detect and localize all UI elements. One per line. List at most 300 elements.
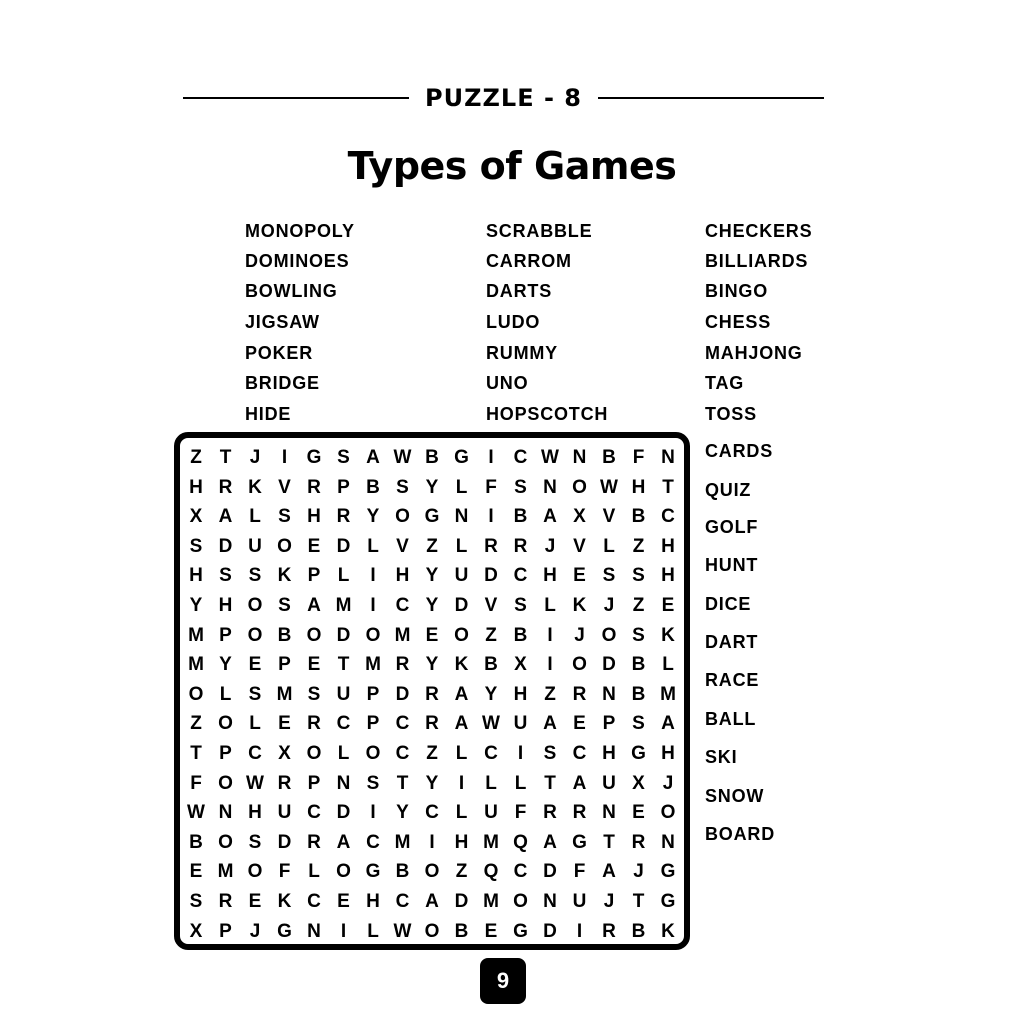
grid-letter[interactable]: Z xyxy=(426,535,438,557)
grid-letter[interactable]: B xyxy=(395,861,410,883)
word-list-item: CARROM xyxy=(486,251,572,271)
grid-letter[interactable]: H xyxy=(189,476,203,498)
grid-letter[interactable]: B xyxy=(631,920,646,942)
grid-letter[interactable]: K xyxy=(248,476,262,498)
grid-letter[interactable]: O xyxy=(306,743,322,764)
grid-letter[interactable]: M xyxy=(483,891,499,912)
grid-letter[interactable]: N xyxy=(661,831,675,853)
grid-letter[interactable]: M xyxy=(188,624,204,646)
grid-letter[interactable]: K xyxy=(572,595,587,616)
grid-letter[interactable]: Y xyxy=(425,772,439,794)
grid-letter[interactable]: P xyxy=(219,920,232,942)
grid-letter[interactable]: A xyxy=(425,891,439,912)
grid-letter[interactable]: S xyxy=(366,772,380,794)
grid-letter[interactable]: A xyxy=(572,772,587,794)
grid-letter[interactable]: C xyxy=(307,802,321,824)
word-list-item: CARDS xyxy=(705,441,774,461)
grid-letter[interactable]: U xyxy=(602,772,616,794)
grid-letter[interactable]: D xyxy=(543,920,557,942)
grid-letter[interactable]: Y xyxy=(425,565,439,587)
grid-letter[interactable]: H xyxy=(248,802,262,824)
grid-letter[interactable]: L xyxy=(249,713,261,735)
grid-letter[interactable]: S xyxy=(514,595,527,616)
grid-letter[interactable]: N xyxy=(454,506,469,528)
grid-letter[interactable]: M xyxy=(217,861,234,883)
grid-letter[interactable]: R xyxy=(336,506,351,528)
grid-letter[interactable]: N xyxy=(602,683,616,705)
grid-letter[interactable]: L xyxy=(308,861,320,883)
grid-letter[interactable]: B xyxy=(366,476,380,498)
grid-letter[interactable]: C xyxy=(572,743,587,764)
grid-letter[interactable]: I xyxy=(458,772,465,794)
grid-letter[interactable]: F xyxy=(632,447,645,468)
grid-letter[interactable]: N xyxy=(543,891,557,912)
grid-letter[interactable]: O xyxy=(218,713,233,735)
grid-letter[interactable]: B xyxy=(631,654,646,676)
grid-letter[interactable]: N xyxy=(336,772,351,794)
grid-letter[interactable]: D xyxy=(395,683,410,705)
grid-letter[interactable]: U xyxy=(277,802,292,824)
grid-letter[interactable]: M xyxy=(365,654,381,676)
grid-letter[interactable]: D xyxy=(543,861,557,883)
grid-letter[interactable]: E xyxy=(248,891,262,912)
grid-letter[interactable]: O xyxy=(365,743,381,764)
grid-letter[interactable]: C xyxy=(395,743,410,764)
grid-letter[interactable]: H xyxy=(307,506,321,528)
grid-letter[interactable]: O xyxy=(218,772,233,794)
grid-letter[interactable]: L xyxy=(249,506,261,528)
grid-letter[interactable]: S xyxy=(632,565,645,587)
grid-letter[interactable]: G xyxy=(306,447,322,468)
grid-letter[interactable]: C xyxy=(248,743,262,764)
grid-letter[interactable]: G xyxy=(631,743,646,764)
header-rule-right xyxy=(598,97,824,99)
grid-letter[interactable]: U xyxy=(454,565,469,587)
grid-letter[interactable]: E xyxy=(425,624,439,646)
grid-letter[interactable]: I xyxy=(429,831,435,853)
grid-letter[interactable]: O xyxy=(218,831,233,853)
grid-letter[interactable]: S xyxy=(278,595,291,616)
grid-letter[interactable]: E xyxy=(307,535,321,557)
grid-letter[interactable]: H xyxy=(189,565,203,587)
grid-letter[interactable]: H xyxy=(631,476,646,498)
grid-letter[interactable]: S xyxy=(248,683,262,705)
grid-letter[interactable]: K xyxy=(454,654,469,676)
grid-letter[interactable]: Z xyxy=(485,624,497,646)
grid-letter[interactable]: U xyxy=(572,891,587,912)
grid-letter[interactable]: I xyxy=(488,506,494,528)
grid-letter[interactable]: X xyxy=(278,743,291,764)
grid-letter[interactable]: O xyxy=(395,506,410,528)
grid-letter[interactable]: W xyxy=(393,447,412,468)
grid-letter[interactable]: L xyxy=(337,743,350,764)
grid-letter[interactable]: L xyxy=(544,595,556,616)
grid-letter[interactable]: G xyxy=(660,891,676,912)
grid-letter[interactable]: T xyxy=(396,772,409,794)
grid-letter[interactable]: C xyxy=(366,831,380,853)
grid-letter[interactable]: L xyxy=(367,535,379,557)
grid-letter[interactable]: M xyxy=(483,831,499,853)
grid-letter[interactable]: D xyxy=(484,565,498,587)
grid-letter[interactable]: I xyxy=(370,565,376,587)
grid-letter[interactable]: D xyxy=(454,595,469,616)
grid-letter[interactable]: R xyxy=(307,476,321,498)
grid-letter[interactable]: S xyxy=(632,713,645,735)
grid-letter[interactable]: J xyxy=(633,861,644,883)
grid-letter[interactable]: P xyxy=(366,683,380,705)
word-list-item: DARTS xyxy=(486,281,552,301)
grid-letter[interactable]: M xyxy=(660,683,676,705)
grid-letter[interactable]: G xyxy=(365,861,381,883)
grid-letter[interactable]: V xyxy=(396,535,409,557)
word-list-item: BRIDGE xyxy=(245,373,320,393)
grid-letter[interactable]: Z xyxy=(544,683,556,705)
grid-letter[interactable]: E xyxy=(632,802,645,824)
grid-letter[interactable]: S xyxy=(219,565,232,587)
grid-letter[interactable]: S xyxy=(189,891,203,912)
grid-letter[interactable]: K xyxy=(277,565,292,587)
grid-letter[interactable]: C xyxy=(513,565,528,587)
grid-letter[interactable]: D xyxy=(336,802,351,824)
grid-letter[interactable]: M xyxy=(276,683,293,705)
grid-letter[interactable]: Q xyxy=(483,861,499,883)
grid-letter[interactable]: F xyxy=(485,476,497,498)
grid-letter[interactable]: C xyxy=(513,861,528,883)
grid-letter[interactable]: P xyxy=(307,565,321,587)
grid-letter[interactable]: O xyxy=(572,476,587,498)
grid-letter[interactable]: R xyxy=(277,772,292,794)
grid-letter[interactable]: C xyxy=(484,743,498,764)
grid-letter[interactable]: H xyxy=(602,743,616,764)
grid-letter[interactable]: M xyxy=(394,624,411,646)
grid-letter[interactable]: A xyxy=(366,447,380,468)
grid-letter[interactable]: H xyxy=(513,683,528,705)
grid-letter[interactable]: W xyxy=(246,772,264,794)
word-list-item: TAG xyxy=(705,373,745,393)
grid-letter[interactable]: O xyxy=(336,861,351,883)
grid-letter[interactable]: N xyxy=(602,802,616,824)
grid-letter[interactable]: G xyxy=(424,506,440,528)
grid-letter[interactable]: D xyxy=(454,891,469,912)
grid-letter[interactable]: R xyxy=(631,831,646,853)
grid-letter[interactable]: J xyxy=(603,595,615,616)
grid-letter[interactable]: A xyxy=(543,831,557,853)
grid-letter[interactable]: L xyxy=(485,772,497,794)
grid-letter[interactable]: P xyxy=(278,654,291,676)
grid-letter[interactable]: R xyxy=(218,476,233,498)
grid-letter[interactable]: P xyxy=(337,476,350,498)
grid-letter[interactable]: R xyxy=(425,713,439,735)
word-list-item: BOARD xyxy=(705,824,775,844)
grid-letter[interactable]: B xyxy=(277,624,292,646)
grid-letter[interactable]: F xyxy=(514,802,527,824)
grid-letter[interactable]: L xyxy=(455,743,468,764)
grid-letter[interactable]: O xyxy=(188,683,204,705)
grid-letter[interactable]: E xyxy=(337,891,350,912)
grid-letter[interactable]: B xyxy=(631,683,646,705)
grid-letter[interactable]: N xyxy=(543,476,557,498)
grid-letter[interactable]: J xyxy=(544,535,556,557)
grid-letter[interactable]: L xyxy=(455,802,468,824)
grid-letter[interactable]: O xyxy=(247,861,263,883)
grid-letter[interactable]: H xyxy=(366,891,380,912)
grid-letter[interactable]: S xyxy=(602,565,616,587)
grid-letter[interactable]: N xyxy=(218,802,233,824)
grid-letter[interactable]: I xyxy=(370,595,376,616)
grid-letter[interactable]: D xyxy=(602,654,616,676)
grid-letter[interactable]: C xyxy=(336,713,351,735)
grid-letter[interactable]: M xyxy=(335,595,352,616)
grid-letter[interactable]: T xyxy=(632,891,645,912)
grid-letter[interactable]: T xyxy=(662,476,674,498)
grid-letter[interactable]: B xyxy=(189,831,203,853)
grid-letter[interactable]: H xyxy=(661,535,675,557)
grid-letter[interactable]: R xyxy=(572,802,587,824)
grid-letter[interactable]: I xyxy=(576,920,583,942)
grid-letter[interactable]: B xyxy=(425,447,439,468)
grid-letter[interactable]: S xyxy=(278,506,291,528)
grid-letter[interactable]: L xyxy=(367,920,379,942)
grid-letter[interactable]: T xyxy=(544,772,556,794)
grid-letter[interactable]: A xyxy=(307,595,321,616)
grid-letter[interactable]: A xyxy=(336,831,351,853)
grid-letter[interactable]: R xyxy=(602,920,616,942)
grid-letter[interactable]: M xyxy=(394,831,411,853)
grid-letter[interactable]: I xyxy=(370,802,376,824)
grid-letter[interactable]: B xyxy=(454,920,469,942)
grid-letter[interactable]: C xyxy=(425,802,439,824)
grid-letter[interactable]: C xyxy=(395,713,410,735)
grid-letter[interactable]: G xyxy=(572,831,587,853)
grid-letter[interactable]: H xyxy=(395,565,410,587)
grid-letter[interactable]: U xyxy=(248,535,262,557)
grid-letter[interactable]: J xyxy=(574,624,585,646)
grid-letter[interactable]: S xyxy=(307,683,321,705)
grid-letter[interactable]: C xyxy=(661,506,675,528)
grid-letter[interactable]: O xyxy=(454,624,469,646)
grid-letter[interactable]: V xyxy=(573,535,586,557)
grid-letter[interactable]: D xyxy=(218,535,233,557)
grid-letter[interactable]: B xyxy=(513,624,528,646)
grid-letter[interactable]: H xyxy=(218,595,233,616)
grid-letter[interactable]: I xyxy=(517,743,524,764)
grid-letter[interactable]: A xyxy=(454,713,469,735)
grid-letter[interactable]: L xyxy=(662,654,674,676)
grid-letter[interactable]: J xyxy=(603,891,615,912)
grid-letter[interactable]: G xyxy=(660,861,676,883)
grid-letter[interactable]: O xyxy=(572,654,587,676)
grid-letter[interactable]: Y xyxy=(484,683,498,705)
grid-letter[interactable]: K xyxy=(661,624,675,646)
grid-letter[interactable]: Z xyxy=(190,447,202,468)
grid-letter[interactable]: D xyxy=(336,535,351,557)
grid-letter[interactable]: K xyxy=(277,891,292,912)
grid-letter[interactable]: I xyxy=(340,920,347,942)
grid-letter[interactable]: Z xyxy=(632,595,645,616)
grid-letter[interactable]: Z xyxy=(190,713,202,735)
grid-letter[interactable]: U xyxy=(513,713,528,735)
grid-letter[interactable]: H xyxy=(543,565,557,587)
grid-letter[interactable]: Z xyxy=(632,535,645,557)
grid-letter[interactable]: P xyxy=(219,624,232,646)
grid-letter[interactable]: C xyxy=(395,595,410,616)
grid-letter[interactable]: F xyxy=(573,861,586,883)
grid-letter[interactable]: I xyxy=(281,447,288,468)
grid-letter[interactable]: R xyxy=(543,802,557,824)
grid-letter[interactable]: O xyxy=(247,595,263,616)
grid-letter[interactable]: L xyxy=(455,476,468,498)
grid-letter[interactable]: L xyxy=(455,535,468,557)
grid-letter[interactable]: E xyxy=(278,713,291,735)
grid-letter[interactable]: B xyxy=(513,506,528,528)
grid-letter[interactable]: O xyxy=(365,624,381,646)
grid-letter[interactable]: D xyxy=(336,624,351,646)
grid-letter[interactable]: A xyxy=(602,861,616,883)
grid-letter[interactable]: I xyxy=(547,654,553,676)
grid-letter[interactable]: Q xyxy=(513,831,528,853)
grid-letter[interactable]: I xyxy=(547,624,553,646)
grid-letter[interactable]: C xyxy=(513,447,528,468)
grid-letter[interactable]: S xyxy=(632,624,645,646)
grid-letter[interactable]: L xyxy=(219,683,232,705)
grid-letter[interactable]: H xyxy=(454,831,469,853)
grid-letter[interactable]: E xyxy=(484,920,498,942)
grid-letter[interactable]: E xyxy=(573,713,586,735)
grid-letter[interactable]: M xyxy=(188,654,204,676)
grid-letter[interactable]: L xyxy=(337,565,350,587)
grid-letter[interactable]: Y xyxy=(189,595,203,616)
grid-letter[interactable]: Y xyxy=(219,654,232,676)
grid-letter[interactable]: B xyxy=(602,447,616,468)
grid-letter[interactable]: U xyxy=(336,683,351,705)
grid-letter[interactable]: I xyxy=(488,447,494,468)
grid-letter[interactable]: O xyxy=(277,535,292,557)
grid-letter[interactable]: T xyxy=(190,743,202,764)
grid-letter[interactable]: E xyxy=(573,565,586,587)
grid-letter[interactable]: K xyxy=(661,920,675,942)
grid-letter[interactable]: G xyxy=(513,920,528,942)
grid-letter[interactable]: Y xyxy=(396,802,409,824)
grid-letter[interactable]: R xyxy=(572,683,587,705)
grid-letter[interactable]: E xyxy=(307,654,321,676)
grid-letter[interactable]: C xyxy=(395,891,410,912)
grid-letter[interactable]: H xyxy=(661,743,675,764)
grid-letter[interactable]: O xyxy=(424,920,440,942)
grid-letter[interactable]: D xyxy=(277,831,292,853)
grid-letter[interactable]: G xyxy=(454,447,469,468)
grid-letter[interactable]: B xyxy=(484,654,498,676)
grid-letter[interactable]: O xyxy=(424,861,440,883)
grid-letter[interactable]: X xyxy=(632,772,645,794)
grid-letter[interactable]: O xyxy=(660,802,676,824)
grid-letter[interactable]: S xyxy=(543,743,557,764)
grid-letter[interactable]: P xyxy=(602,713,616,735)
grid-letter[interactable]: W xyxy=(187,802,205,824)
grid-letter[interactable]: R xyxy=(395,654,410,676)
grid-letter[interactable]: S xyxy=(248,565,262,587)
grid-letter[interactable]: W xyxy=(600,476,618,498)
grid-letter[interactable]: S xyxy=(337,447,350,468)
grid-letter[interactable]: W xyxy=(482,713,500,735)
grid-letter[interactable]: A xyxy=(543,506,557,528)
grid-letter[interactable]: L xyxy=(603,535,615,557)
grid-letter[interactable]: S xyxy=(248,831,262,853)
grid-letter[interactable]: X xyxy=(189,506,203,528)
grid-letter[interactable]: W xyxy=(541,447,559,468)
grid-letter[interactable]: A xyxy=(454,683,469,705)
grid-letter[interactable]: Y xyxy=(425,595,439,616)
grid-letter[interactable]: N xyxy=(307,920,321,942)
grid-letter[interactable]: W xyxy=(393,920,412,942)
grid-letter[interactable]: H xyxy=(661,565,675,587)
grid-letter[interactable]: R xyxy=(484,535,498,557)
grid-letter[interactable]: F xyxy=(278,861,291,883)
grid-letter[interactable]: V xyxy=(484,595,498,616)
grid-letter[interactable]: T xyxy=(337,654,350,676)
grid-letter[interactable]: C xyxy=(307,891,321,912)
grid-letter[interactable]: R xyxy=(513,535,528,557)
grid-letter[interactable]: U xyxy=(484,802,498,824)
grid-letter[interactable]: E xyxy=(661,595,675,616)
grid-letter[interactable]: R xyxy=(425,683,439,705)
grid-letter[interactable]: V xyxy=(602,506,616,528)
grid-letter[interactable]: N xyxy=(572,447,587,468)
grid-letter[interactable]: J xyxy=(662,772,674,794)
grid-letter[interactable]: X xyxy=(514,654,527,676)
grid-letter[interactable]: R xyxy=(307,713,321,735)
grid-letter[interactable]: N xyxy=(661,447,675,468)
grid-letter[interactable]: J xyxy=(249,920,261,942)
grid-letter[interactable]: O xyxy=(513,891,528,912)
grid-letter[interactable]: E xyxy=(189,861,203,883)
grid-letter[interactable]: F xyxy=(190,772,202,794)
grid-letter[interactable]: O xyxy=(306,624,322,646)
grid-letter[interactable]: E xyxy=(248,654,262,676)
grid-letter[interactable]: A xyxy=(661,713,675,735)
grid-letter[interactable]: P xyxy=(219,743,232,764)
grid-letter[interactable]: Y xyxy=(366,506,380,528)
grid-letter[interactable]: O xyxy=(247,624,263,646)
grid-letter[interactable]: R xyxy=(307,831,321,853)
grid-letter[interactable]: Z xyxy=(455,861,468,883)
grid-letter[interactable]: T xyxy=(603,831,615,853)
grid-letter[interactable]: O xyxy=(601,624,617,646)
page-number-badge: 9 xyxy=(480,958,526,1004)
grid-letter[interactable]: B xyxy=(631,506,646,528)
grid-letter[interactable]: X xyxy=(573,506,586,528)
grid-letter[interactable]: S xyxy=(514,476,527,498)
grid-letter[interactable]: V xyxy=(278,476,291,498)
grid-letter[interactable]: G xyxy=(277,920,292,942)
grid-letter[interactable]: A xyxy=(543,713,557,735)
word-list-item: POKER xyxy=(245,343,314,363)
grid-letter[interactable]: P xyxy=(366,713,380,735)
grid-letter[interactable]: Y xyxy=(425,476,439,498)
grid-letter[interactable]: S xyxy=(189,535,203,557)
word-list-item: SCRABBLE xyxy=(486,221,593,241)
grid-letter[interactable]: L xyxy=(514,772,527,794)
grid-letter[interactable]: Z xyxy=(426,743,438,764)
grid-letter[interactable]: Y xyxy=(425,654,439,676)
grid-letter[interactable]: R xyxy=(218,891,233,912)
grid-letter[interactable]: J xyxy=(249,447,261,468)
grid-letter[interactable]: S xyxy=(396,476,409,498)
grid-letter[interactable]: P xyxy=(307,772,321,794)
word-list-item: BALL xyxy=(705,709,757,729)
grid-letter[interactable]: A xyxy=(218,506,233,528)
grid-letter[interactable]: X xyxy=(189,920,203,942)
grid-letter[interactable]: T xyxy=(219,447,232,468)
